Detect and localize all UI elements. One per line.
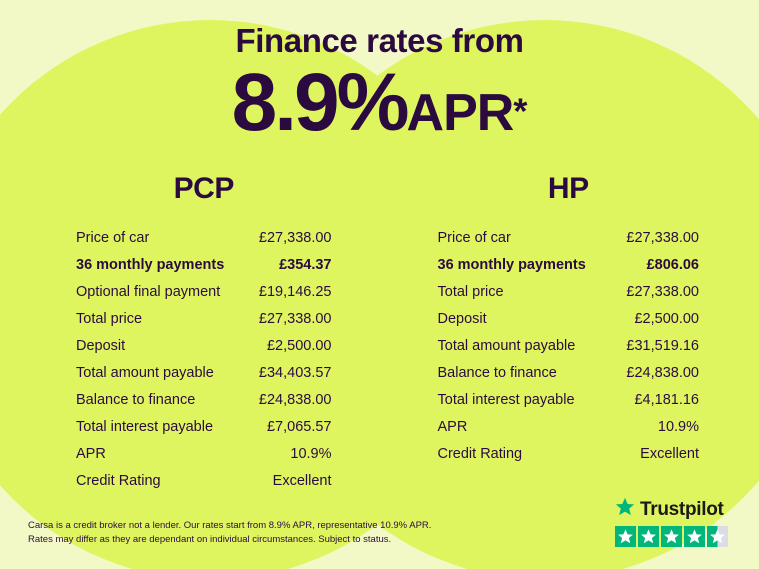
trustpilot-star-half <box>707 526 728 547</box>
footer <box>0 493 759 569</box>
row-label: Total price <box>437 283 504 300</box>
row-label: Credit Rating <box>76 472 161 489</box>
row-value: £34,403.57 <box>258 364 332 381</box>
table-row <box>438 224 700 251</box>
table-row <box>438 332 700 359</box>
table-row <box>76 413 332 440</box>
row-value: £2,500.00 <box>634 310 699 327</box>
disclaimer-line-1: Carsa is a credit broker not a lender. Our rates start from 8.9% APR, representative 10.9% APR. <box>28 520 432 532</box>
row-value: 10.9% <box>290 445 332 462</box>
row-value: £24,838.00 <box>258 391 332 408</box>
row-label: 36 monthly payments <box>76 256 225 273</box>
row-label: Total amount payable <box>76 364 214 381</box>
row-label: Deposit <box>76 337 126 354</box>
row-label: Optional final payment <box>76 283 221 300</box>
row-label: Credit Rating <box>437 445 523 462</box>
trustpilot-star-filled <box>638 526 659 547</box>
disclaimer-line-2: Rates may differ as they are dependant on individual circumstances. Subject to status. <box>28 534 392 546</box>
table-row <box>438 278 700 305</box>
table-row <box>438 251 700 278</box>
row-value: £806.06 <box>646 256 699 273</box>
table-row <box>76 332 332 359</box>
row-value: £27,338.00 <box>258 310 332 327</box>
rate-asterisk: * <box>513 90 528 132</box>
trustpilot-star-filled <box>684 526 705 547</box>
table-row <box>76 359 332 386</box>
table-row <box>438 440 700 467</box>
table-row <box>76 251 332 278</box>
table-row <box>76 467 332 494</box>
row-label: Total price <box>76 310 143 327</box>
row-value: £2,500.00 <box>266 337 332 354</box>
row-value: £19,146.25 <box>258 283 332 300</box>
table-row <box>76 440 332 467</box>
row-label: Price of car <box>437 229 511 246</box>
row-value: £24,838.00 <box>626 364 699 381</box>
trustpilot-star-filled <box>615 526 636 547</box>
table-row <box>438 413 700 440</box>
row-value: Excellent <box>272 472 332 489</box>
row-label: Total interest payable <box>437 391 575 408</box>
trustpilot-star-filled <box>661 526 682 547</box>
trustpilot-star-icon <box>615 497 635 522</box>
row-label: 36 monthly payments <box>437 256 586 273</box>
row-value: £31,519.16 <box>626 337 699 354</box>
row-label: Price of car <box>76 229 150 246</box>
trustpilot-stars <box>615 526 735 547</box>
rate-unit: APR <box>406 84 514 142</box>
table-row <box>76 386 332 413</box>
rate-value: 8.9% <box>231 57 407 148</box>
table-row <box>76 224 332 251</box>
row-label: APR <box>437 418 468 435</box>
table-row <box>438 359 700 386</box>
row-value: £27,338.00 <box>626 229 699 246</box>
row-value: 10.9% <box>657 418 699 435</box>
row-label: Deposit <box>437 310 487 327</box>
row-label: Total amount payable <box>437 337 576 354</box>
row-label: APR <box>76 445 106 462</box>
rate-headline <box>0 57 759 148</box>
row-label: Total interest payable <box>76 418 214 435</box>
table-row <box>438 386 700 413</box>
row-value: £7,065.57 <box>266 418 332 435</box>
finance-column-hp <box>380 172 759 494</box>
finance-columns <box>0 172 759 494</box>
row-value: £4,181.16 <box>634 391 699 408</box>
column-title-pcp: PCP <box>173 172 234 205</box>
row-value: £27,338.00 <box>258 229 332 246</box>
column-title-hp: HP <box>547 172 589 205</box>
row-label: Balance to finance <box>437 364 557 381</box>
row-value: £27,338.00 <box>626 283 699 300</box>
table-row <box>438 305 700 332</box>
finance-column-pcp <box>0 172 380 494</box>
trustpilot-rating[interactable] <box>615 497 735 547</box>
trustpilot-logo <box>615 497 735 522</box>
page-title: Finance rates from <box>235 22 524 59</box>
table-row <box>76 278 332 305</box>
table-row <box>76 305 332 332</box>
row-value: £354.37 <box>279 256 332 273</box>
row-label: Balance to finance <box>76 391 196 408</box>
trustpilot-wordmark: Trustpilot <box>640 498 724 520</box>
disclaimer-text <box>28 519 458 547</box>
row-value: Excellent <box>640 445 699 462</box>
